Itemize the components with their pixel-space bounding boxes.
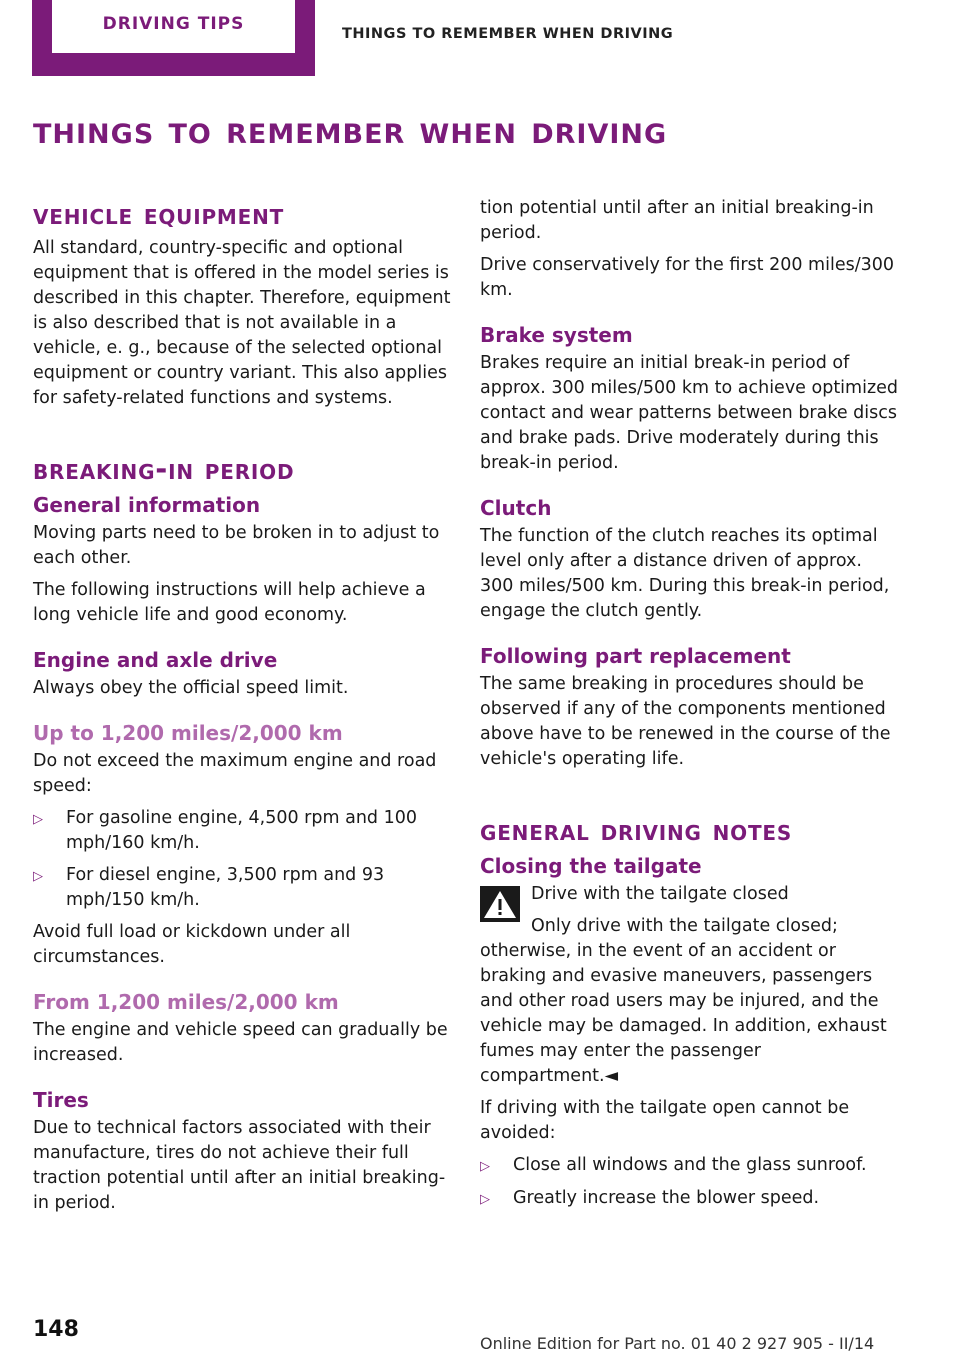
chapter-tab-inner — [52, 0, 295, 53]
engine-axle-text: Always obey the official speed limit. — [33, 678, 349, 698]
heading-vehicle-equipment: vehicle equipment — [33, 197, 285, 231]
list-item — [33, 863, 453, 913]
warning-title: Drive with the tailgate closed — [531, 884, 789, 904]
following-part-text: The same breaking in procedures should be observed if any of the components mentioned above have to be renewed in the course of the vehicle's operating life. — [480, 674, 891, 769]
list-item-text: Greatly increase the blower speed. — [513, 1188, 820, 1208]
warning-text: Only drive with the tailgate closed; otherwise, in the event of an accident or braking and evasive maneuvers, passengers and other road users may be injured, and the vehicle may be damaged. In addition, exhaust fumes may enter the passenger compartment.◄ — [480, 916, 887, 1086]
chapter-tab — [32, 0, 315, 76]
heading-engine-axle: Engine and axle drive — [33, 648, 278, 672]
warning-block — [480, 882, 900, 1089]
heading-tires: Tires — [33, 1088, 89, 1112]
chapter-tab-label: DRIVING TIPS — [102, 13, 245, 34]
heading-brake-system: Brake system — [480, 323, 633, 347]
triangle-bullet-icon: ▷ — [480, 1192, 490, 1207]
list-item-text: Close all windows and the glass sunroof. — [513, 1155, 867, 1175]
up-to-list — [33, 806, 453, 913]
list-item — [480, 1153, 900, 1179]
tires-text-2: Drive conservatively for the first 200 miles/300 km. — [480, 255, 895, 300]
list-item-text: For diesel engine, 3,500 rpm and 93 mph/150 km/h. — [66, 865, 385, 910]
brake-system-text: Brakes require an initial break-in period of approx. 300 miles/500 km to achieve optimized contact and wear patterns between brake discs and brake pads. Drive moderately during this break-in period. — [480, 353, 899, 473]
heading-general-information: General information — [33, 493, 261, 517]
vehicle-equipment-text: All standard, country-specific and optional equipment that is offered in the model series is described in this chapter. Therefore, equipment is also described that is not available in a vehicle, e. g., because of the selected optional equipment or country variant. This also applies for safety-related functions and systems. — [33, 238, 451, 408]
heading-from: From 1,200 miles/2,000 km — [33, 990, 339, 1014]
list-item — [480, 1186, 900, 1212]
triangle-bullet-icon: ▷ — [33, 869, 43, 884]
right-column — [480, 196, 900, 1219]
heading-following-part: Following part replacement — [480, 644, 791, 668]
tires-text-continued: tion potential until after an initial breaking-in period. — [480, 198, 874, 243]
heading-breaking-in: breaking-in period — [33, 452, 295, 486]
breadcrumb: THINGS TO REMEMBER WHEN DRIVING — [342, 26, 674, 42]
list-item — [33, 806, 453, 856]
footer-edition: Online Edition for Part no. 01 40 2 927 905 - II/14 — [480, 1334, 875, 1353]
page-number: 148 — [33, 1317, 79, 1342]
heading-closing-tailgate: Closing the tailgate — [480, 854, 702, 878]
list-item-text: For gasoline engine, 4,500 rpm and 100 mph/160 km/h. — [66, 808, 417, 853]
heading-clutch: Clutch — [480, 496, 552, 520]
from-text: The engine and vehicle speed can gradually be increased. — [33, 1020, 448, 1065]
clutch-text: The function of the clutch reaches its optimal level only after a distance driven of approx. 300 miles/500 km. During this break-in period, engage the clutch gently. — [480, 526, 890, 621]
page-title: things to remember when driving — [33, 108, 668, 152]
up-to-after-text: Avoid full load or kickdown under all circumstances. — [33, 922, 351, 967]
triangle-bullet-icon: ▷ — [33, 812, 43, 827]
general-information-text-2: The following instructions will help achieve a long vehicle life and good economy. — [33, 580, 426, 625]
tires-text: Due to technical factors associated with their manufacture, tires do not achieve their full traction potential until after an initial breaking-in period. — [33, 1118, 446, 1213]
up-to-text: Do not exceed the maximum engine and road speed: — [33, 751, 437, 796]
warning-icon — [480, 886, 520, 922]
left-column — [33, 196, 453, 1213]
heading-general-driving-notes: general driving notes — [480, 813, 793, 847]
heading-up-to: Up to 1,200 miles/2,000 km — [33, 721, 343, 745]
general-information-text-1: Moving parts need to be broken in to adjust to each other. — [33, 523, 440, 568]
triangle-bullet-icon: ▷ — [480, 1159, 490, 1174]
tailgate-open-text: If driving with the tailgate open cannot be avoided: — [480, 1098, 850, 1143]
tailgate-open-list — [480, 1153, 900, 1212]
